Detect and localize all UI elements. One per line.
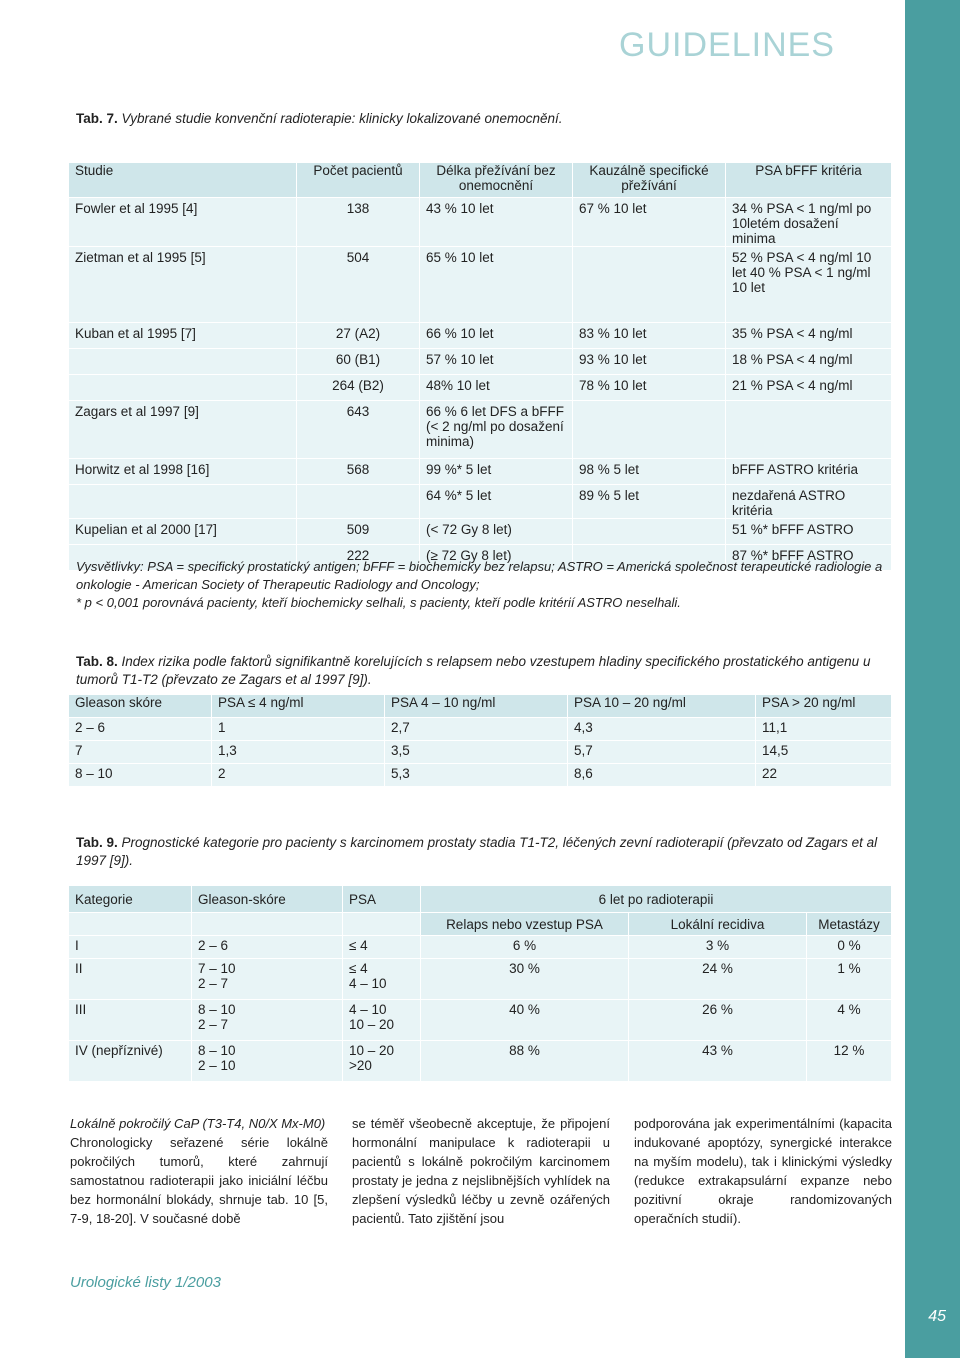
table-cell: 67 % 10 let bbox=[573, 198, 726, 247]
table-cell: 64 %* 5 let bbox=[420, 485, 573, 519]
table-cell: (≥ 72 Gy 8 let) bbox=[420, 545, 573, 571]
table-cell: 35 % PSA < 4 ng/ml bbox=[726, 323, 892, 349]
table-cell: 4,3 bbox=[568, 718, 756, 741]
table-8 bbox=[68, 694, 892, 787]
table-cell: 93 % 10 let bbox=[573, 349, 726, 375]
table-row bbox=[69, 485, 892, 519]
table-cell: 8 – 10 2 – 10 bbox=[192, 1041, 343, 1082]
table-cell: Fowler et al 1995 [4] bbox=[69, 198, 297, 247]
table-row bbox=[69, 401, 892, 459]
tab7-caption: Tab. 7. Vybrané studie konvenční radioterapie: klinicky lokalizované onemocnění. bbox=[76, 111, 563, 126]
table-row bbox=[69, 459, 892, 485]
table-row bbox=[69, 1041, 892, 1082]
table-cell: 14,5 bbox=[756, 741, 892, 764]
table-cell: Kuban et al 1995 [7] bbox=[69, 323, 297, 349]
table-cell: 11,1 bbox=[756, 718, 892, 741]
table-cell: 10 – 20 >20 bbox=[343, 1041, 421, 1082]
tab7-note: Vysvětlivky: PSA = specifický prostatický antigen; bFFF = biochemicky bez relapsu; ASTRO = Americká společnost terapeutické radiologie a onkologie - American Society of Therapeutic Radiology and Oncology; bbox=[76, 559, 883, 592]
table-cell: 6 % bbox=[421, 936, 629, 959]
table-cell: 66 % 10 let bbox=[420, 323, 573, 349]
table-cell: 222 bbox=[297, 545, 420, 571]
table-cell: 18 % PSA < 4 ng/ml bbox=[726, 349, 892, 375]
table-cell: 8 – 10 2 – 7 bbox=[192, 1000, 343, 1041]
table-cell: 2 – 6 bbox=[69, 718, 212, 741]
table-cell: 568 bbox=[297, 459, 420, 485]
table-cell: 4 % bbox=[807, 1000, 892, 1041]
table-7 bbox=[68, 162, 892, 571]
table-cell: 4 – 10 10 – 20 bbox=[343, 1000, 421, 1041]
table-cell: 0 % bbox=[807, 936, 892, 959]
table-cell: 22 bbox=[756, 764, 892, 787]
table-header: Kategorie Gleason-skóre PSA 6 let po radioterapii bbox=[69, 886, 892, 913]
table-cell: 1 % bbox=[807, 959, 892, 1000]
table-cell: I bbox=[69, 936, 192, 959]
table-row bbox=[69, 247, 892, 323]
table-cell: 138 bbox=[297, 198, 420, 247]
table-row bbox=[69, 718, 892, 741]
table-cell: 24 % bbox=[629, 959, 807, 1000]
table-row bbox=[69, 764, 892, 787]
table-cell: 87 %* bFFF ASTRO bbox=[726, 545, 892, 571]
table-cell: 643 bbox=[297, 401, 420, 459]
table-cell: 8 – 10 bbox=[69, 764, 212, 787]
table-cell: 83 % 10 let bbox=[573, 323, 726, 349]
table-cell: ≤ 4 bbox=[343, 936, 421, 959]
table-cell: Zagars et al 1997 [9] bbox=[69, 401, 297, 459]
table-cell bbox=[573, 401, 726, 459]
body-column-3: podporována jak experimentálními (kapacita indukované apoptózy, synergické interakce na myším modelu), tak i klinickými výsledky (redukce extrakapsulární expanze nebo pozitivní okraje randomizovaných operačních studií). bbox=[634, 1116, 892, 1226]
tab8-caption: Tab. 8. Index rizika podle faktorů signifikantně korelujících s relapsem nebo vzestupem hladiny specifického prostatického antigenu u tumorů T1-T2 (převzato ze Zagars et al 1997 [9]). bbox=[76, 654, 871, 687]
table-subheader: Relaps nebo vzestup PSA Lokální recidiva Metastázy bbox=[69, 913, 892, 936]
table-cell: 52 % PSA < 4 ng/ml 10 let 40 % PSA < 1 ng/ml 10 let bbox=[726, 247, 892, 323]
table-cell: 8,6 bbox=[568, 764, 756, 787]
table-cell bbox=[69, 485, 297, 519]
table-cell: 98 % 5 let bbox=[573, 459, 726, 485]
table-cell: 57 % 10 let bbox=[420, 349, 573, 375]
tab7-footnote: * p < 0,001 porovnává pacienty, kteří biochemicky selhali, s pacienty, kteří podle kritérií ASTRO neselhali. bbox=[76, 595, 681, 610]
table-cell: 66 % 6 let DFS a bFFF (< 2 ng/ml po dosažení minima) bbox=[420, 401, 573, 459]
table-cell: 78 % 10 let bbox=[573, 375, 726, 401]
table-cell: 40 % bbox=[421, 1000, 629, 1041]
table-cell: 2 – 6 bbox=[192, 936, 343, 959]
table-cell bbox=[297, 485, 420, 519]
table-header: Gleason skóre PSA ≤ 4 ng/ml PSA 4 – 10 ng/ml PSA 10 – 20 ng/ml PSA > 20 ng/ml bbox=[69, 695, 892, 718]
table-cell: 34 % PSA < 1 ng/ml po 10letém dosažení minima bbox=[726, 198, 892, 247]
table-cell: Zietman et al 1995 [5] bbox=[69, 247, 297, 323]
table-cell: 26 % bbox=[629, 1000, 807, 1041]
table-cell: 51 %* bFFF ASTRO bbox=[726, 519, 892, 545]
table-row bbox=[69, 741, 892, 764]
table-row bbox=[69, 375, 892, 401]
table-cell: Horwitz et al 1998 [16] bbox=[69, 459, 297, 485]
table-cell: 43 % bbox=[629, 1041, 807, 1082]
table-cell: II bbox=[69, 959, 192, 1000]
table-cell: 65 % 10 let bbox=[420, 247, 573, 323]
table-row bbox=[69, 936, 892, 959]
table-cell: 2 bbox=[212, 764, 385, 787]
table-cell: 7 bbox=[69, 741, 212, 764]
table-cell: 27 (A2) bbox=[297, 323, 420, 349]
body-column-1: Lokálně pokročilý CaP (T3-T4, N0/X Mx-M0) Chronologicky seřazené série lokálně pokročilých tumorů, které zahrnují samostatnou radioterapii jako iniciální léčbu bez hormonální blokády, shrnuje tab. 10 [5, 7-9, 18-20]. V současné době bbox=[70, 1116, 328, 1226]
body-column-2: se téměř všeobecně akceptuje, že připojení hormonální manipulace k radioterapii u pacientů s lokálně pokročilým karcinomem prostaty je jedna z nejslibnějších vyhlídek na zlepšení výsledků léčby u zevně ozářených pacientů. Tato zjištění jsou bbox=[352, 1116, 610, 1226]
table-row bbox=[69, 519, 892, 545]
table-9 bbox=[68, 885, 892, 1082]
table-cell bbox=[726, 401, 892, 459]
table-cell: 504 bbox=[297, 247, 420, 323]
table-row bbox=[69, 349, 892, 375]
table-row bbox=[69, 198, 892, 247]
table-cell: 509 bbox=[297, 519, 420, 545]
tab9-caption: Tab. 9. Prognostické kategorie pro pacienty s karcinomem prostaty stadia T1-T2, léčených zevní radioterapií (převzato od Zagars et al 1997 [9]). bbox=[76, 835, 878, 868]
table-cell: 7 – 10 2 – 7 bbox=[192, 959, 343, 1000]
footer-journal: Urologické listy 1/2003 bbox=[70, 1274, 221, 1291]
table-cell: 88 % bbox=[421, 1041, 629, 1082]
table-cell bbox=[573, 247, 726, 323]
table-cell: 48% 10 let bbox=[420, 375, 573, 401]
table-cell: 12 % bbox=[807, 1041, 892, 1082]
table-cell: bFFF ASTRO kritéria bbox=[726, 459, 892, 485]
table-cell: 1,3 bbox=[212, 741, 385, 764]
table-cell: 1 bbox=[212, 718, 385, 741]
table-cell: 3 % bbox=[629, 936, 807, 959]
table-cell bbox=[69, 375, 297, 401]
table-cell: nezdařená ASTRO kritéria bbox=[726, 485, 892, 519]
table-cell: 3,5 bbox=[385, 741, 568, 764]
table-cell: 99 %* 5 let bbox=[420, 459, 573, 485]
journal-title: GUIDELINES bbox=[619, 26, 835, 64]
table-cell: 5,7 bbox=[568, 741, 756, 764]
section-heading: Lokálně pokročilý CaP (T3-T4, N0/X Mx-M0) bbox=[70, 1116, 326, 1131]
table-cell: 30 % bbox=[421, 959, 629, 1000]
table-cell: Kupelian et al 2000 [17] bbox=[69, 519, 297, 545]
table-cell: 21 % PSA < 4 ng/ml bbox=[726, 375, 892, 401]
table-cell bbox=[69, 349, 297, 375]
table-cell: 264 (B2) bbox=[297, 375, 420, 401]
page-sidebar bbox=[905, 0, 960, 1358]
table-header: Studie Počet pacientů Délka přežívání bez onemocnění Kauzálně specifické přežívání PSA bFFF kritéria bbox=[69, 163, 892, 198]
table-row bbox=[69, 959, 892, 1000]
table-cell: IV (nepříznivé) bbox=[69, 1041, 192, 1082]
table-cell: 2,7 bbox=[385, 718, 568, 741]
table-cell: III bbox=[69, 1000, 192, 1041]
header bbox=[0, 0, 905, 74]
table-row bbox=[69, 1000, 892, 1041]
table-cell: (< 72 Gy 8 let) bbox=[420, 519, 573, 545]
table-cell: 43 % 10 let bbox=[420, 198, 573, 247]
page-number: 45 bbox=[928, 1308, 946, 1325]
table-cell: 5,3 bbox=[385, 764, 568, 787]
table-cell: 60 (B1) bbox=[297, 349, 420, 375]
table-cell bbox=[573, 519, 726, 545]
table-row bbox=[69, 323, 892, 349]
table-cell: 89 % 5 let bbox=[573, 485, 726, 519]
table-cell: ≤ 4 4 – 10 bbox=[343, 959, 421, 1000]
